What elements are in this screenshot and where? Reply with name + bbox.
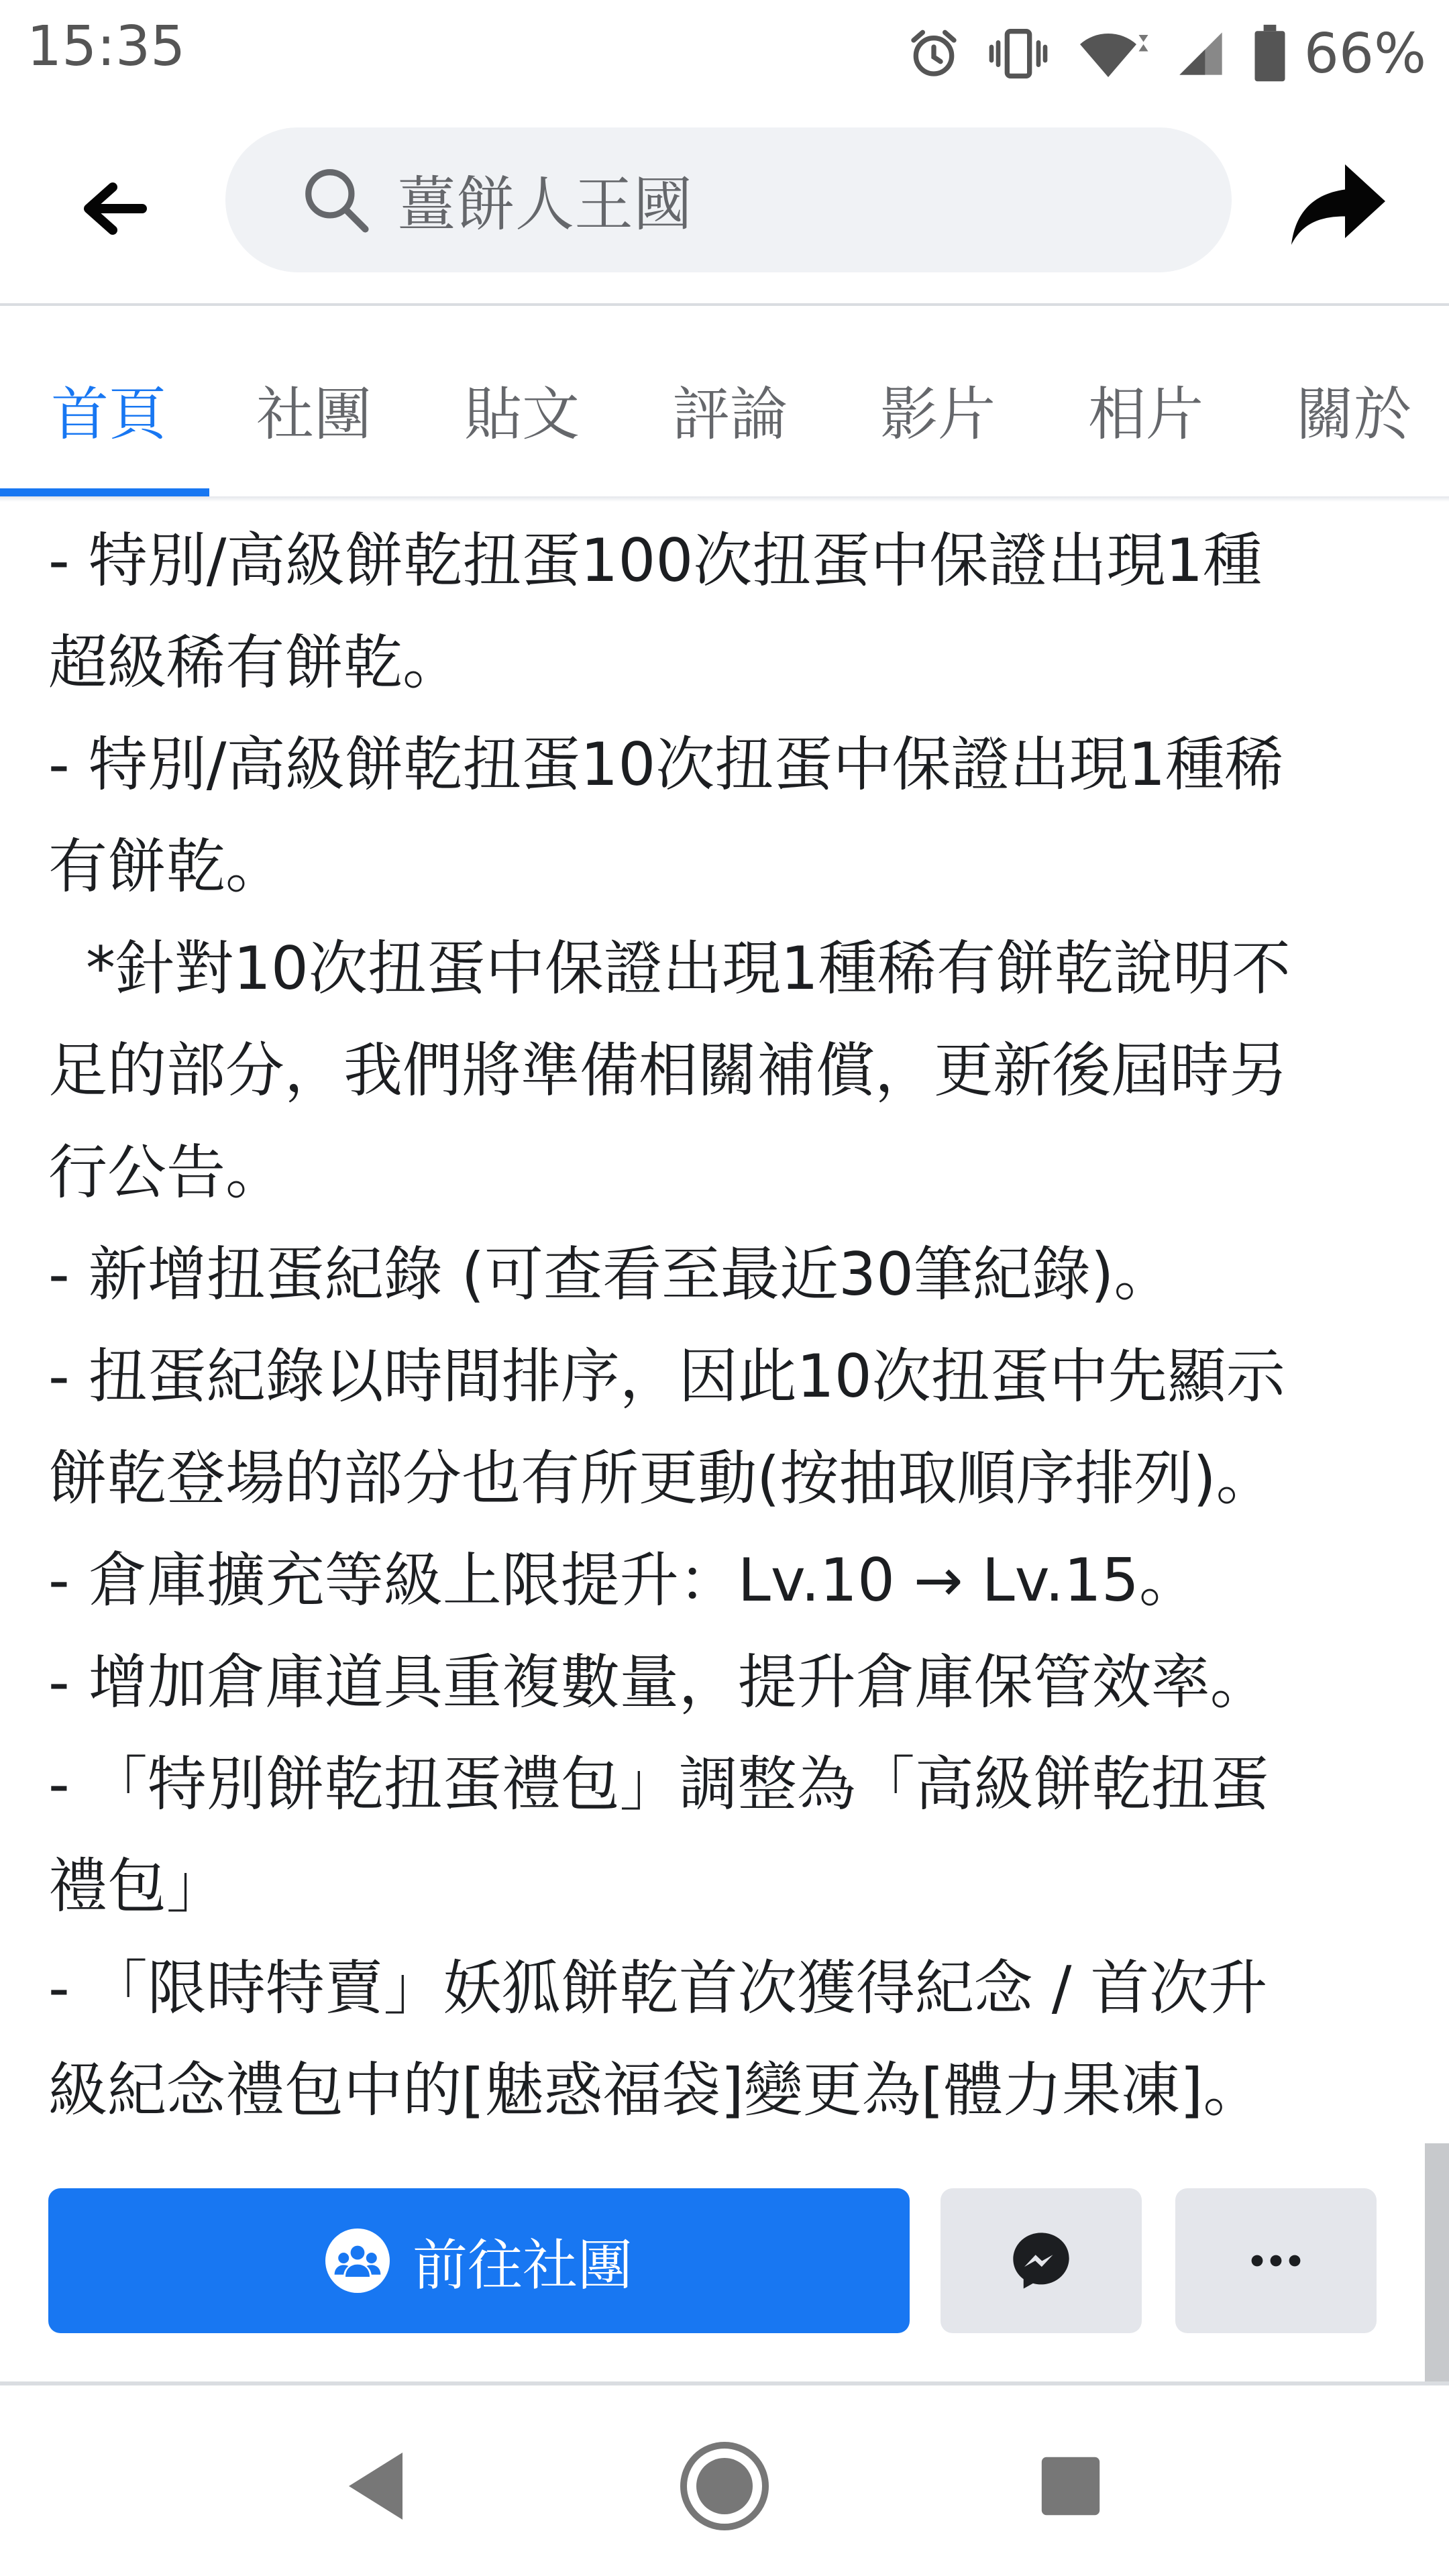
system-nav-bar xyxy=(0,2385,1449,2576)
battery-percent: 66% xyxy=(1303,21,1426,86)
go-to-group-button[interactable] xyxy=(48,2188,910,2333)
tab-photos[interactable]: 相片 xyxy=(1088,381,1203,448)
vibrate-icon xyxy=(986,27,1051,80)
post-line: - 增加倉庫道具重複數量，提升倉庫保管效率。 xyxy=(48,1648,1269,1717)
scrollbar-thumb[interactable] xyxy=(1425,2143,1449,2385)
post-line: *針對10次扭蛋中保證出現1種稀有餅乾說明不 xyxy=(48,934,1291,1003)
tab-bar xyxy=(0,306,1449,496)
messenger-button[interactable] xyxy=(941,2188,1142,2333)
search-input[interactable] xyxy=(225,127,1232,272)
nav-home-button[interactable] xyxy=(671,2432,778,2540)
tab-about[interactable]: 關於 xyxy=(1296,381,1411,448)
alarm-icon xyxy=(907,27,961,80)
post-text xyxy=(48,510,1417,2141)
wifi-icon xyxy=(1076,25,1150,82)
go-to-group-label: 前往社團 xyxy=(412,2233,633,2298)
post-line: 餅乾登場的部分也有所更動(按抽取順序排列)。 xyxy=(48,1444,1275,1513)
group-icon xyxy=(325,2229,390,2293)
more-options-button[interactable] xyxy=(1175,2188,1377,2333)
signal-icon xyxy=(1175,27,1226,80)
battery-icon xyxy=(1252,23,1288,84)
post-line: 足的部分，我們將準備相關補償，更新後屆時另 xyxy=(48,1036,1289,1105)
more-icon xyxy=(1249,2253,1303,2269)
back-button[interactable] xyxy=(67,165,161,252)
post-line: 行公告。 xyxy=(48,1138,285,1207)
app-bar xyxy=(0,107,1449,303)
share-icon xyxy=(1288,161,1389,248)
post-line: - 特別/高級餅乾扭蛋10次扭蛋中保證出現1種稀 xyxy=(48,730,1284,799)
tab-bar-shadow xyxy=(0,496,1449,502)
tab-videos[interactable]: 影片 xyxy=(880,381,996,448)
post-line: - 「限時特賣」妖狐餅乾首次獲得紀念 / 首次升 xyxy=(48,1953,1268,2023)
back-arrow-icon xyxy=(80,182,148,235)
tab-posts[interactable]: 貼文 xyxy=(464,381,580,448)
post-line: - 扭蛋紀錄以時間排序，因此10次扭蛋中先顯示 xyxy=(48,1342,1285,1411)
post-line: 禮包」 xyxy=(48,1851,226,1921)
status-bar xyxy=(0,0,1449,107)
share-button[interactable] xyxy=(1281,154,1395,255)
status-icons xyxy=(907,20,1426,87)
nav-recents-button[interactable] xyxy=(1017,2432,1124,2540)
active-tab-indicator xyxy=(0,488,209,496)
tab-reviews[interactable]: 評論 xyxy=(672,381,788,448)
post-line: - 「特別餅乾扭蛋禮包」調整為「高級餅乾扭蛋 xyxy=(48,1750,1269,1819)
post-line: 超級稀有餅乾。 xyxy=(48,628,462,697)
nav-home-icon xyxy=(678,2439,771,2533)
tab-home[interactable]: 首頁 xyxy=(51,381,166,448)
messenger-icon xyxy=(1008,2227,1075,2294)
post-line: 級紀念禮包中的[魅惑福袋]變更為[體力果凍]。 xyxy=(48,2055,1263,2125)
nav-back-icon xyxy=(342,2449,409,2523)
post-line: 有餅乾。 xyxy=(48,832,285,901)
search-text: 薑餅人王國 xyxy=(397,170,693,239)
status-time: 15:35 xyxy=(27,15,186,78)
nav-recents-icon xyxy=(1038,2454,1103,2518)
post-line: - 倉庫擴充等級上限提升：Lv.10 → Lv.15。 xyxy=(48,1546,1198,1615)
search-icon xyxy=(299,163,373,237)
post-line: - 特別/高級餅乾扭蛋100次扭蛋中保證出現1種 xyxy=(48,526,1263,595)
post-line: - 新增扭蛋紀錄 (可查看至最近30筆紀錄)。 xyxy=(48,1240,1173,1309)
nav-back-button[interactable] xyxy=(322,2432,429,2540)
tab-groups[interactable]: 社團 xyxy=(256,381,372,448)
